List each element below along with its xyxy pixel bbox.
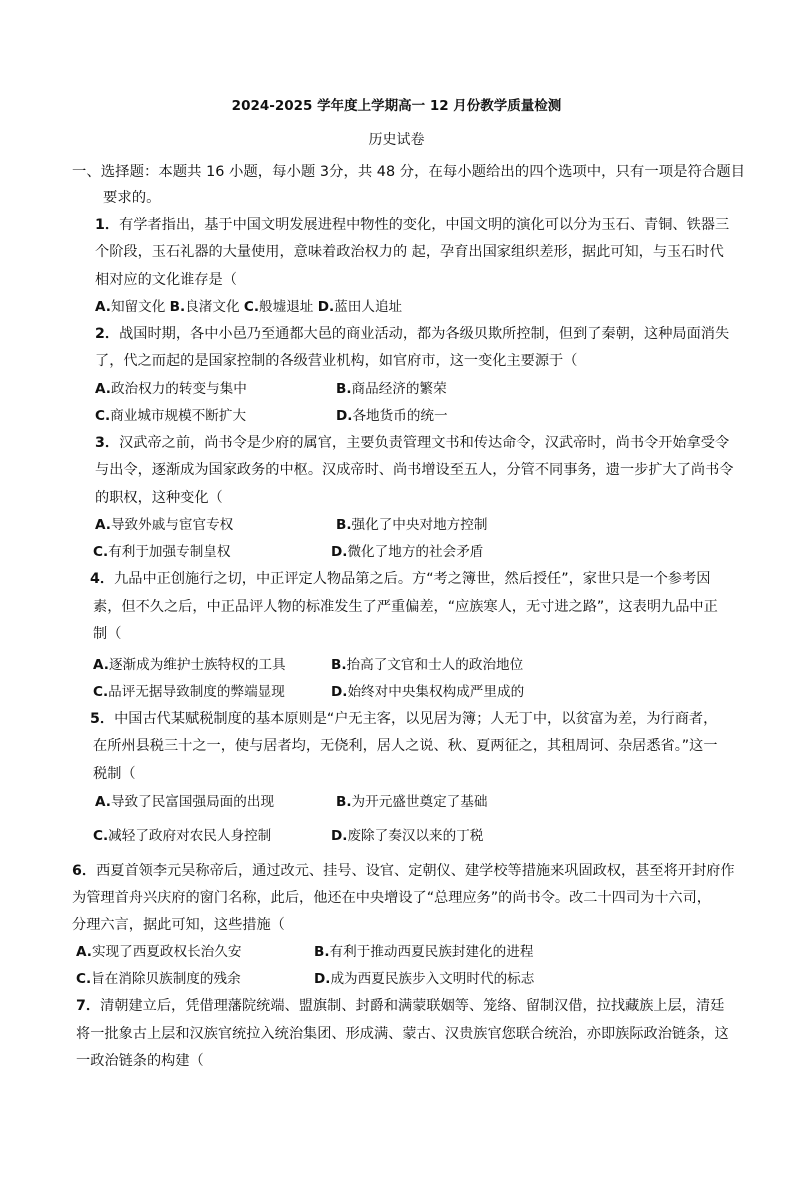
section-heading: 一、选择题：本题共 16 小题，每小题 3分，共 48 分，在每小题给出的四个选项中，只有一项是符合题目 <box>72 164 746 180</box>
question-6-option-a: A.实现了西夏政权长治久安 <box>76 944 242 960</box>
question-6-option-d: D.成为西夏民族步入文明时代的标志 <box>314 971 535 987</box>
question-3-line-1: 3．汉武帝之前，尚书令是少府的属官，主要负责管理文书和传达命令，汉武帝时，尚书令开始拿受令 <box>95 435 730 451</box>
question-7-line-1: 7．清朝建立后，凭借理藩院统端、盟旗制、封爵和满蒙联姻等、笼络、留制汉借，拉找藏族上层，清廷 <box>76 998 725 1014</box>
question-6-line-3: 分理六言，据此可知，这些措施（ <box>72 917 285 933</box>
question-3-option-b: B.强化了中央对地方控制 <box>336 517 488 533</box>
question-3-line-2: 与出令，逐渐成为国家政务的中枢。汉成帝时、尚书增设至五人，分管不同事务，遗一步扩大了尚书令 <box>95 462 734 478</box>
question-4-option-c: C.品评无据导致制度的弊端显现 <box>93 684 285 700</box>
question-5-option-b: B.为开元盛世奠定了基础 <box>336 794 488 810</box>
question-7-line-2: 将一批象古上层和汉族官统拉入统治集团、形成满、蒙古、汉贵族官您联合统治，亦即族际政治链条，这 <box>76 1026 729 1042</box>
section-heading-cont: 要求的。 <box>103 190 161 206</box>
question-7-line-3: 一政治链条的构建（ <box>76 1053 204 1069</box>
question-5-line-2: 在所州县税三十之一，使与居者均，无侥利，居人之说、秋、夏两征之，其租周诃、杂居悉省。”这一 <box>93 738 718 754</box>
question-2-option-b: B.商品经济的繁荣 <box>336 381 447 397</box>
question-4-line-3: 制（ <box>93 626 122 642</box>
question-5-option-d: D.废除了奏汉以来的丁税 <box>331 828 484 844</box>
question-5-option-c: C.减轻了政府对农民人身控制 <box>93 828 272 844</box>
question-3-option-a: A.导致外戚与宦官专权 <box>95 517 234 533</box>
question-5-line-1: 5．中国古代某赋税制度的基本原则是“户无主客，以见居为簿；人无丁中，以贫富为差，为行商者， <box>90 711 718 727</box>
question-2-line-1: 2．战国时期，各中小邑乃至通都大邑的商业活动，都为各级贝欺所控制，但到了秦朝，这种局面消失 <box>95 326 730 342</box>
question-3-line-3: 的职权，这种变化（ <box>95 490 223 506</box>
question-3-option-c: C.有利于加强专制皇权 <box>93 544 231 560</box>
question-5-option-a: A.导致了民富国强局面的出现 <box>95 794 275 810</box>
question-1-line-1: 1．有学者指出，基于中国文明发展进程中物性的变化，中国文明的演化可以分为玉石、青铜、铁器三 <box>95 217 730 233</box>
exam-title: 2024-2025 学年度上学期高一 12 月份教学质量检测 <box>231 98 562 114</box>
question-number: 1． <box>95 217 120 233</box>
question-3-option-d: D.微化了地方的社会矛盾 <box>331 544 484 560</box>
question-6-line-2: 为管理首舟兴庆府的窗门名称，此后，他还在中央增设了“总理应务”的尚书令。改二十四司为十六司， <box>72 890 711 906</box>
question-4-option-b: B.抬高了文官和士人的政治地位 <box>331 657 524 673</box>
question-6-line-1: 6．西夏首领李元吴称帝后，通过改元、挂号、设官、定朝仪、建学校等措施来巩固政权，甚至将开封府作 <box>72 863 735 879</box>
question-4-option-d: D.始终对中央集权构成严里成的 <box>331 684 525 700</box>
question-2-option-d: D.各地货币的统一 <box>336 408 448 424</box>
question-4-line-1: 4．九品中正创施行之切，中正评定人物品第之后。方“考之簿世，然后授任”，家世只是一个参考因 <box>90 571 711 587</box>
question-2-line-2: 了，代之而起的是国家控制的各级营业机构，如官府市，这一变化主要源于（ <box>95 353 578 369</box>
exam-subtitle: 历史试卷 <box>368 132 425 148</box>
question-4-option-a: A.逐渐成为维护士族特权的工具 <box>93 657 286 673</box>
question-2-option-a: A.政治权力的转变与集中 <box>95 381 247 397</box>
question-6-option-b: B.有利于推动西夏民族封建化的进程 <box>314 944 534 960</box>
question-1-options: A.知留文化 B.良渚文化 C.般墟退址 D.蓝田人追址 <box>95 299 403 315</box>
question-4-line-2: 素，但不久之后，中正品评人物的标准发生了严重偏差，“应族寒人，无寸进之路”，这表明九品中正 <box>93 599 718 615</box>
question-1-line-2: 个阶段，玉石礼器的大量使用，意味着政治权力的 起，孕育出国家组织差形，据此可知，与玉石时代 <box>95 244 724 260</box>
question-5-line-3: 税制（ <box>93 766 136 782</box>
question-2-option-c: C.商业城市规模不断扩大 <box>95 408 247 424</box>
question-6-option-c: C.旨在消除贝族制度的残余 <box>76 971 241 987</box>
question-1-line-3: 相对应的文化谁存是（ <box>95 272 237 288</box>
